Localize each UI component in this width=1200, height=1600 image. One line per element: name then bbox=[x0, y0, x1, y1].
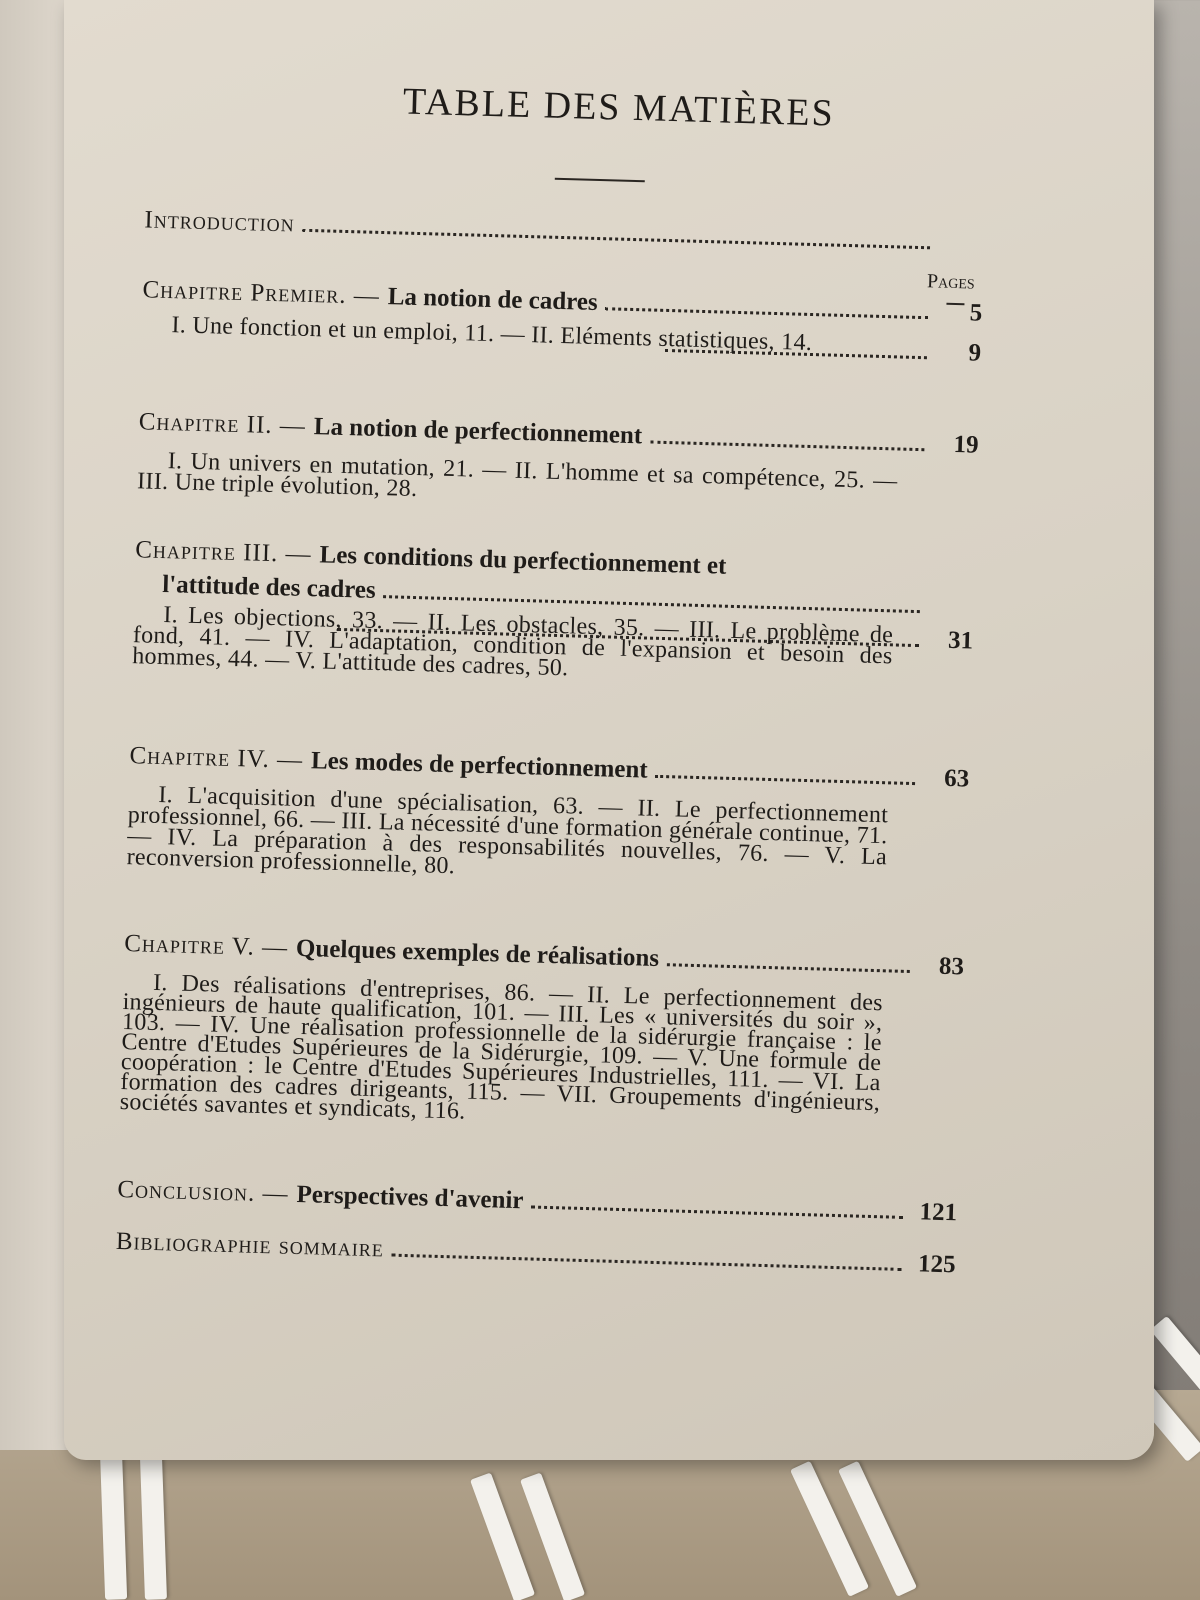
leader-dots bbox=[667, 963, 910, 973]
entry-heading: La notion de perfectionnement bbox=[313, 413, 643, 450]
pages-column-label: Pages bbox=[926, 270, 976, 294]
page-number: 19 bbox=[953, 431, 979, 459]
page-number: 63 bbox=[943, 764, 970, 793]
entry-sections: I. Des réalisations d'entreprises, 86. — II. Le perfectionnement des ingénieurs de haute qualification, 101. — III. Les « universités du soir », 103. — IV. Une réalisation professionnelle de la sidérurgie française : le Centre d'Etudes Supérieures de la Sidérurgie, 109. — V. Une formule de coopération : le Centre d'Etudes Supérieures Industrielles, 111. — VI. La formation des cadres dirigeants, 115. — VII. Groupements d'ingénieurs, sociétés savantes et syndicats, 116. bbox=[119, 969, 884, 1125]
entry-heading: La notion de cadres bbox=[387, 283, 599, 317]
entry-heading-line1: Les conditions du perfectionnement et bbox=[319, 541, 727, 580]
toc-entry-conclusion[interactable] bbox=[117, 1176, 958, 1233]
toc-entry-introduction[interactable] bbox=[144, 206, 985, 263]
entry-lead: Introduction bbox=[144, 206, 296, 238]
entry-sections: I. Une fonction et un emploi, 11. — II. Eléments statistiques, 14. bbox=[171, 312, 813, 357]
entry-lead: Chapitre IV. — bbox=[129, 742, 304, 774]
entry-sections: I. Un univers en mutation, 21. — II. L'homme et sa compétence, 25. — III. Une triple évolution, 28. bbox=[136, 448, 898, 503]
page-number: 9 bbox=[968, 339, 982, 367]
page-title: TABLE DES MATIÈRES bbox=[402, 80, 836, 135]
entry-lead: Chapitre II. — bbox=[138, 408, 307, 440]
leader-dots bbox=[303, 229, 931, 250]
leader-dots bbox=[605, 307, 928, 319]
page-number: 121 bbox=[919, 1198, 958, 1227]
title-rule bbox=[555, 178, 645, 183]
toc-entry-bibliography[interactable] bbox=[115, 1228, 956, 1285]
entry-heading: Quelques exemples de réalisations bbox=[295, 934, 660, 972]
entry-sections: I. Les objections, 33. — II. Les obstacles, 35. — III. Le problème de fond, 41. — IV. L'adaptation, condition de l'expansion et besoin des hommes, 44. — V. L'attitude des cadres, 50. bbox=[131, 602, 894, 682]
entry-sections: I. L'acquisition d'une spécialisation, 63. — II. Le perfectionnement professionnel, 66. — III. La nécessité d'une formation générale continue, 71. — IV. La préparation à des responsabilités nouvelles, 76. — V. La reconversion professionnelle, 80. bbox=[126, 781, 889, 880]
leader-dots bbox=[531, 1206, 903, 1219]
entry-heading: Les modes de perfectionnement bbox=[310, 747, 649, 784]
entry-lead: Chapitre III. — bbox=[134, 536, 312, 569]
entry-heading: Perspectives d'avenir bbox=[296, 1180, 524, 1215]
page-number: 5 bbox=[969, 299, 983, 327]
entry-lead: Conclusion. — bbox=[117, 1175, 289, 1208]
page-number: 83 bbox=[938, 952, 965, 981]
leader-dots bbox=[655, 775, 915, 785]
leader-dots bbox=[650, 441, 924, 452]
leader-dots bbox=[392, 1254, 902, 1271]
entry-lead: Chapitre Premier. — bbox=[142, 276, 381, 310]
entry-lead: Bibliographie sommaire bbox=[115, 1227, 385, 1263]
page-number: 31 bbox=[947, 626, 974, 655]
entry-heading: l'attitude des cadres bbox=[161, 570, 377, 604]
page-number: 125 bbox=[917, 1250, 957, 1279]
table-of-contents bbox=[64, 0, 1154, 1460]
book-page bbox=[64, 0, 1154, 1460]
entry-lead: Chapitre V. — bbox=[123, 930, 289, 962]
